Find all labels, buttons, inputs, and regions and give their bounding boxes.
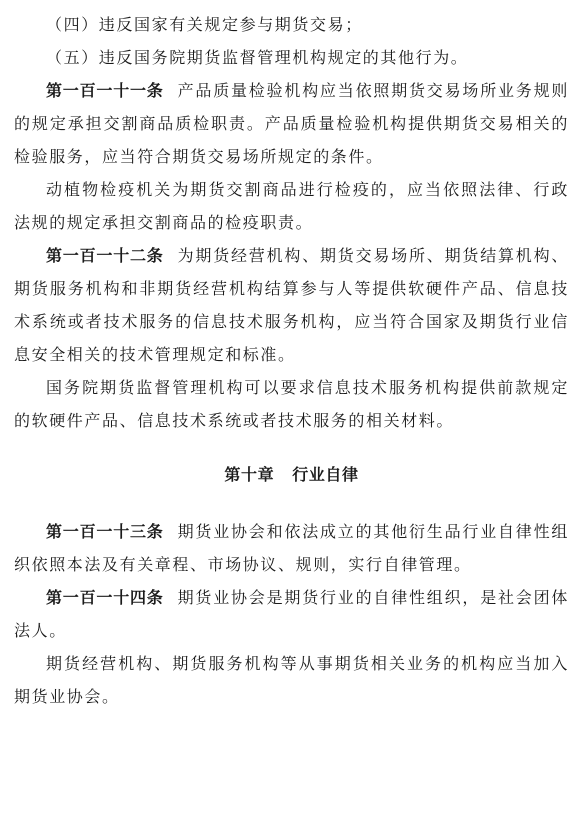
article-number: 第一百一十四条: [46, 588, 164, 607]
article-111-paragraph-2: [14, 173, 569, 239]
article-113: [14, 515, 569, 581]
paragraph-item-5: [14, 41, 569, 74]
paragraph-item-4: [14, 8, 569, 41]
chapter-number: 第十章: [224, 465, 275, 484]
paragraph-text: 动植物检疫机关为期货交割商品进行检疫的，应当依照法律、行政法规的规定承担交割商品的检疫职责。: [14, 180, 569, 232]
paragraph-text: （四）违反国家有关规定参与期货交易；: [46, 15, 363, 34]
paragraph-text: 为期货经营机构、期货交易场所、期货结算机构、期货服务机构和非期货经营机构结算参与人等提供软硬件产品、信息技术系统或者技术服务的信息技术服务机构，应当符合国家及期货行业信息安全相关的技术管理规定和标准。: [14, 246, 570, 364]
paragraph-text: 国务院期货监督管理机构可以要求信息技术服务机构提供前款规定的软硬件产品、信息技术系统或者技术服务的相关材料。: [14, 378, 569, 430]
article-114: [14, 581, 569, 647]
article-114-paragraph-2: [14, 647, 569, 713]
paragraph-text: （五）违反国务院期货监督管理机构规定的其他行为。: [46, 48, 469, 67]
paragraph-text: 期货业协会和依法成立的其他衍生品行业自律性组织依照本法及有关章程、市场协议、规则，实行自律管理。: [14, 522, 570, 574]
article-number: 第一百一十三条: [46, 522, 164, 541]
article-111: [14, 74, 569, 173]
chapter-title: 行业自律: [292, 465, 359, 484]
paragraph-text: 产品质量检验机构应当依照期货交易场所业务规则的规定承担交割商品质检职责。产品质量检验机构提供期货交易相关的检验服务，应当符合期货交易场所规定的条件。: [14, 81, 570, 166]
article-112: [14, 239, 569, 371]
paragraph-text: 期货经营机构、期货服务机构等从事期货相关业务的机构应当加入期货业协会。: [14, 654, 569, 706]
article-number: 第一百一十一条: [46, 81, 164, 100]
paragraph-text: 期货业协会是期货行业的自律性组织，是社会团体法人。: [14, 588, 570, 640]
chapter-heading: [14, 463, 569, 487]
article-112-paragraph-2: [14, 371, 569, 437]
article-number: 第一百一十二条: [46, 246, 164, 265]
